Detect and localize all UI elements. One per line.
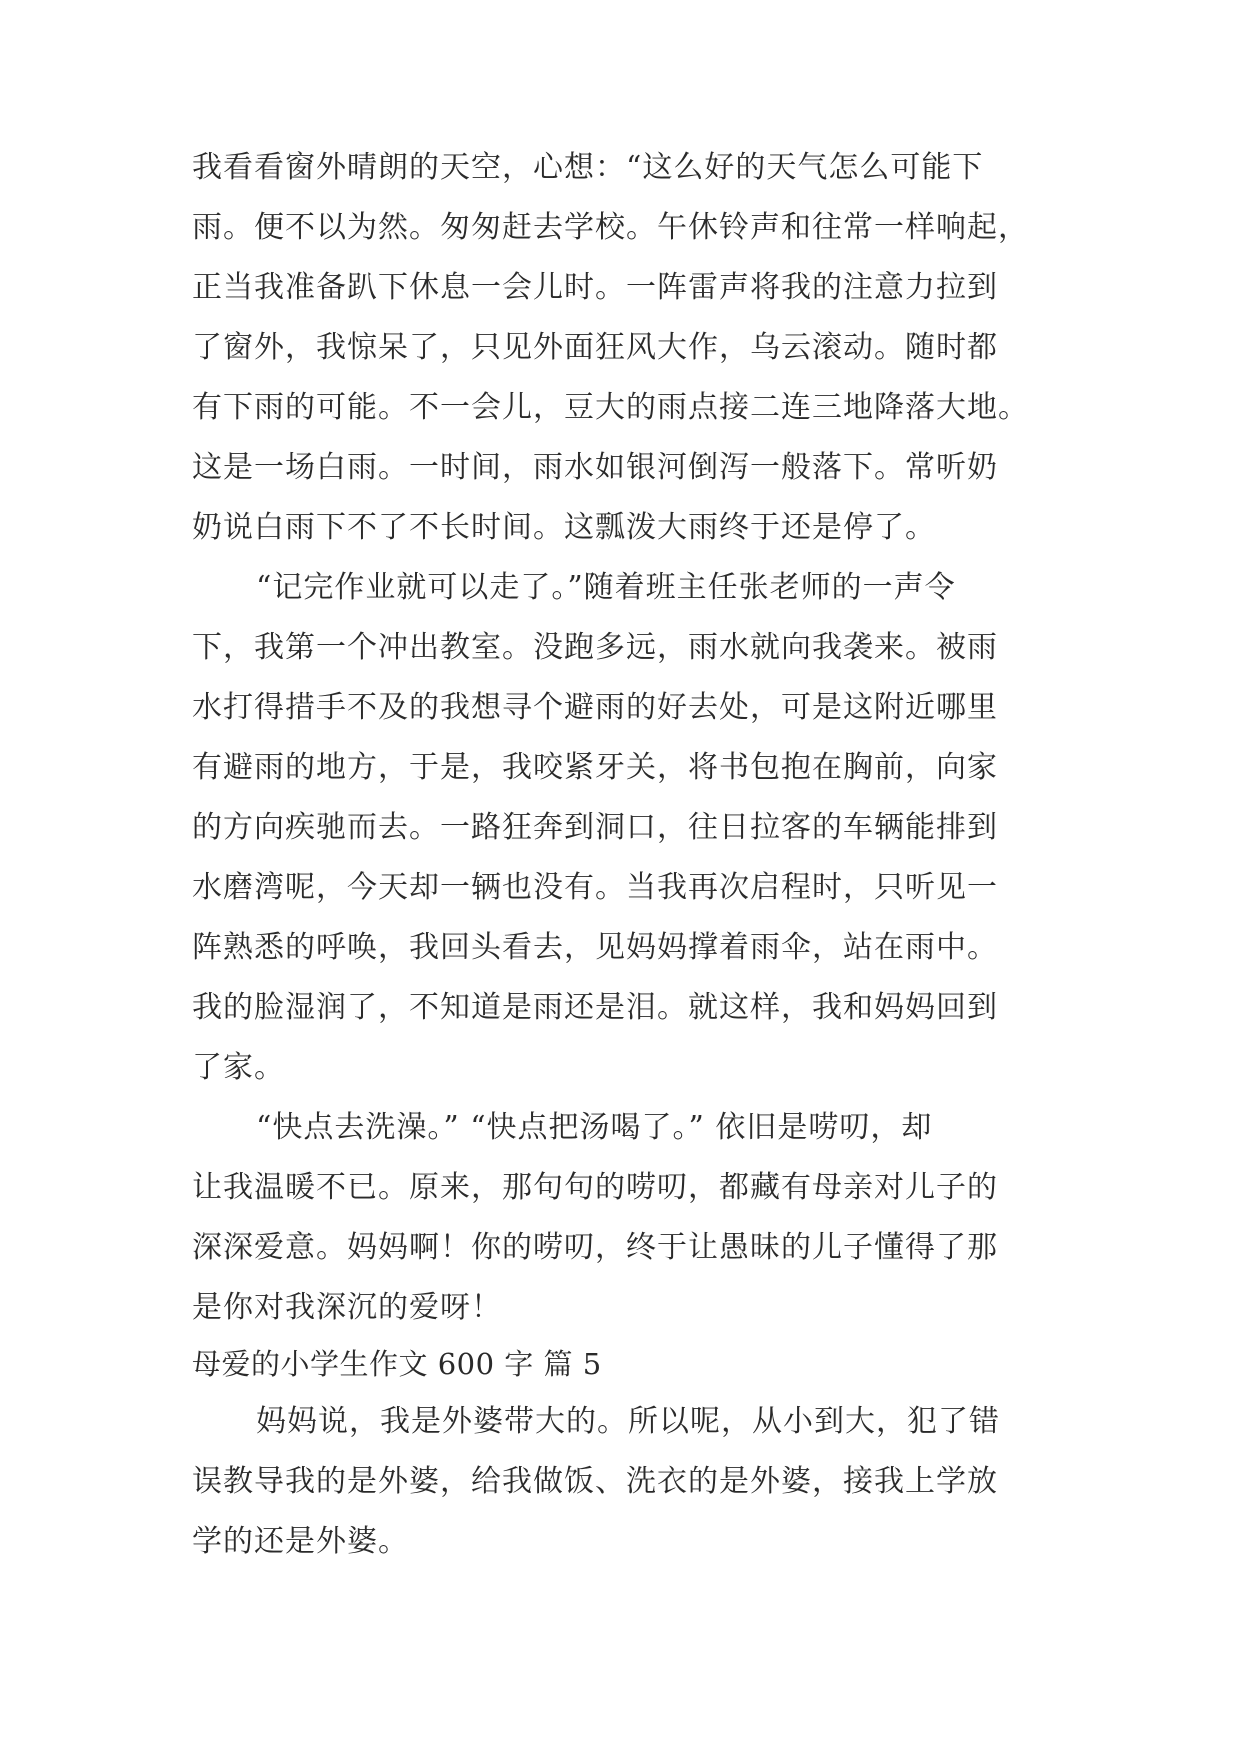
text-line: 有下雨的可能。不一会儿，豆大的雨点接二连三地降落大地。 <box>192 390 1029 425</box>
text-line: 有避雨的地方，于是，我咬紧牙关，将书包抱在胸前，向家 <box>192 750 998 785</box>
text-line: 是你对我深沉的爱呀！ <box>192 1290 502 1325</box>
text-line: 误教导我的是外婆，给我做饭、洗衣的是外婆，接我上学放 <box>192 1464 998 1499</box>
text-line: 妈妈说，我是外婆带大的。所以呢，从小到大，犯了错 <box>256 1404 1000 1439</box>
text-line: 我看看窗外晴朗的天空，心想：“这么好的天气怎么可能下 <box>192 150 984 185</box>
section-heading: 母爱的小学生作文 600 字 篇 5 <box>192 1347 602 1381</box>
text-line: 奶说白雨下不了不长时间。这瓢泼大雨终于还是停了。 <box>192 510 936 545</box>
text-line: 了窗外，我惊呆了，只见外面狂风大作，乌云滚动。随时都 <box>192 330 998 365</box>
text-line: 了家。 <box>192 1050 285 1085</box>
text-line: 我的脸湿润了，不知道是雨还是泪。就这样，我和妈妈回到 <box>192 990 998 1025</box>
text-line: 水打得措手不及的我想寻个避雨的好去处，可是这附近哪里 <box>192 690 998 725</box>
text-line: 的方向疾驰而去。一路狂奔到洞口，往日拉客的车辆能排到 <box>192 810 998 845</box>
text-line: 正当我准备趴下休息一会儿时。一阵雷声将我的注意力拉到 <box>192 270 998 305</box>
text-line: 深深爱意。妈妈啊！你的唠叨，终于让愚昧的儿子懂得了那 <box>192 1230 998 1265</box>
text-line: 学的还是外婆。 <box>192 1524 409 1559</box>
text-line: “快点去洗澡。” “快点把汤喝了。” 依旧是唠叨，却 <box>256 1110 933 1145</box>
text-line: 阵熟悉的呼唤，我回头看去，见妈妈撑着雨伞，站在雨中。 <box>192 930 998 965</box>
text-line: 让我温暖不已。原来，那句句的唠叨，都藏有母亲对儿子的 <box>192 1170 998 1205</box>
text-line: 水磨湾呢，今天却一辆也没有。当我再次启程时，只听见一 <box>192 870 998 905</box>
text-line: “记完作业就可以走了。”随着班主任张老师的一声令 <box>256 570 956 605</box>
text-line: 这是一场白雨。一时间，雨水如银河倒泻一般落下。常听奶 <box>192 450 998 485</box>
text-line: 雨。便不以为然。匆匆赶去学校。午休铃声和往常一样响起， <box>192 210 1029 245</box>
text-line: 下，我第一个冲出教室。没跑多远，雨水就向我袭来。被雨 <box>192 630 998 665</box>
